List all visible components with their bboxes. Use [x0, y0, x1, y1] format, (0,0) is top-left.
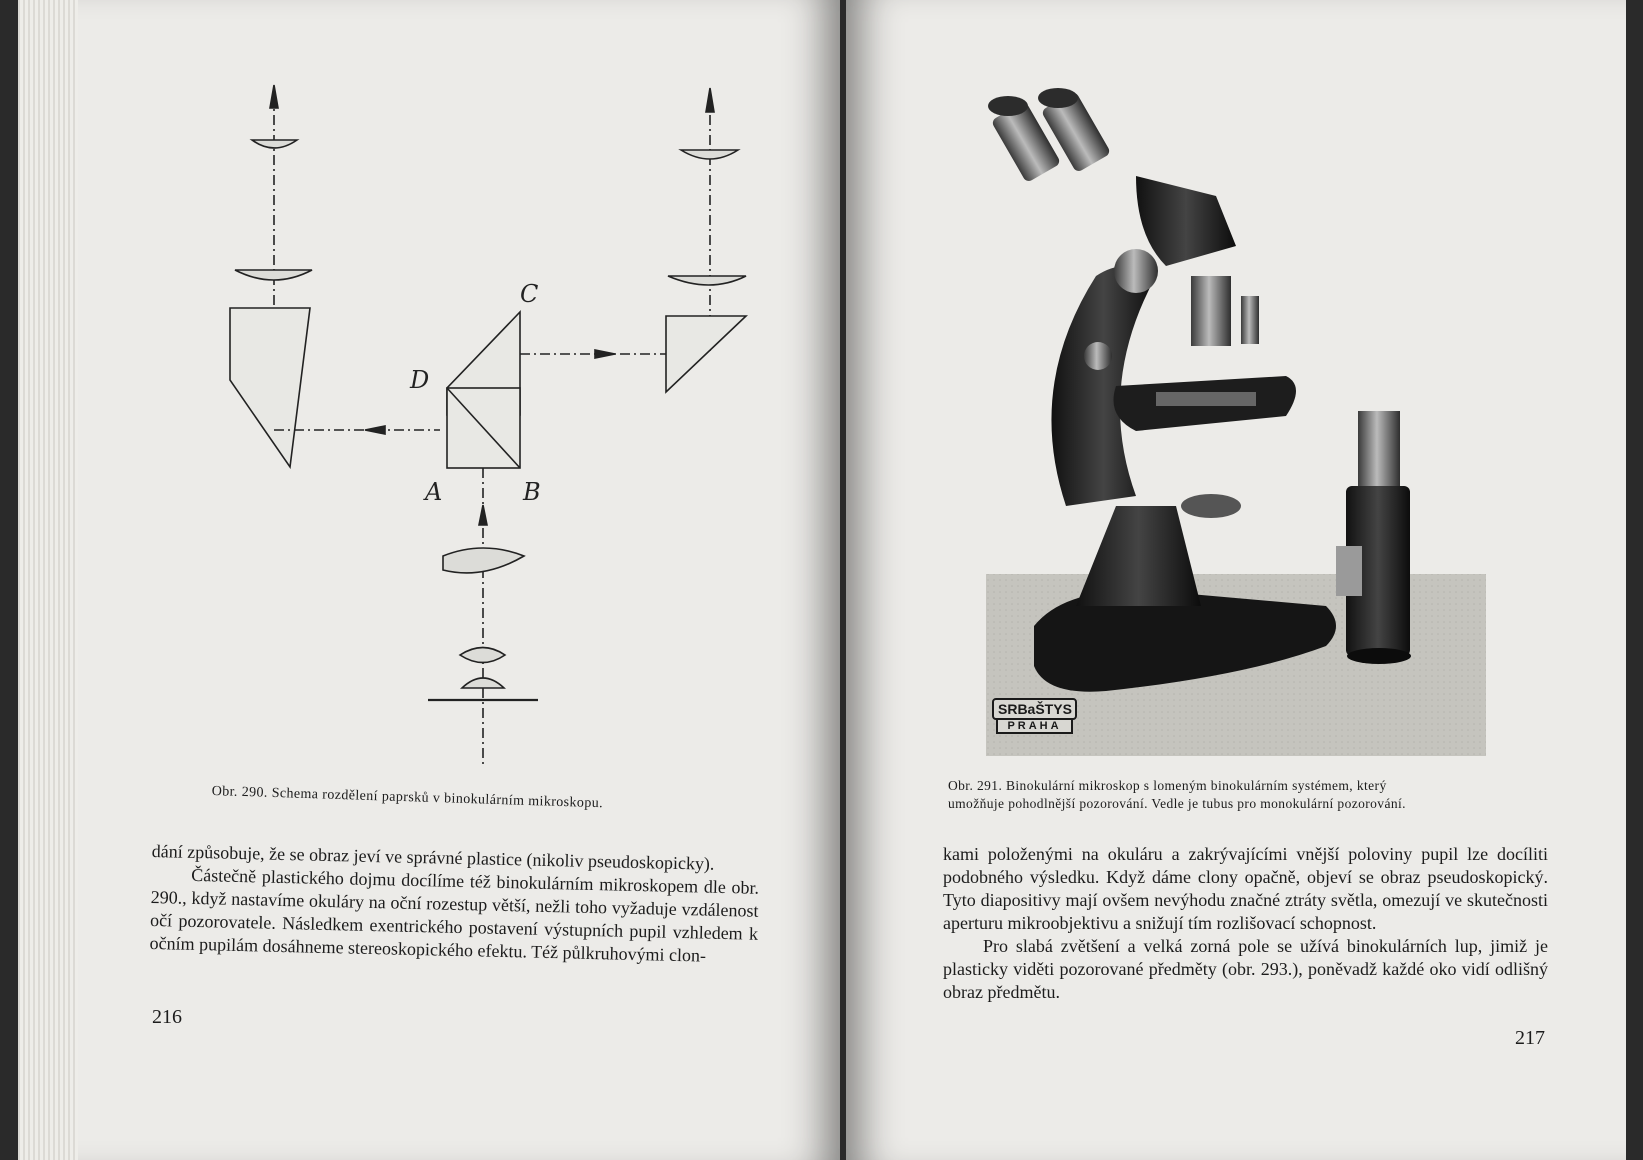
- focus-knob: [1114, 249, 1158, 293]
- left-middle-lens: [235, 270, 312, 280]
- right-arrow-head: [706, 88, 714, 112]
- microscope-photo-fig-291: [986, 86, 1486, 756]
- figure-291-caption: [948, 777, 1548, 813]
- figure-290-caption: Obr. 290. Schema rozdělení paprsků v binokulárním mikroskopu.: [211, 783, 604, 812]
- page-number-right: 217: [1515, 1027, 1545, 1049]
- page-number-left: 216: [152, 1006, 182, 1028]
- logo-line-1: SRBaŠTYS: [992, 698, 1077, 720]
- right-horizontal-arrow: [595, 350, 615, 358]
- lower-large-lens: [443, 548, 524, 573]
- right-paragraph-2: Pro slabá zvětšení a velká zorná pole se užívá binokulárních lup, jimiž je plasticky viděti pozorované předměty (obr. 293.), poněvadž každé oko vidí odlišný obraz předmětu.: [943, 936, 1548, 1002]
- left-paragraph-2: Částečně plastického dojmu docílíme též binokulárním mikroskopem dle obr. 290., když nastavíme okuláry na oční rozestup větší, nežli toho vyžaduje vzdálenost očí pozorovatele. Následkem exentrického postavení výstupních pupil vzhledem k očním pupilám dosáhneme stereoskopického efektu. Též půlkruhovými clon-: [149, 864, 760, 966]
- logo-line-2: PRAHA: [996, 720, 1073, 734]
- label-d: D: [410, 366, 430, 394]
- label-b: B: [523, 478, 541, 506]
- left-arrow-head: [270, 85, 278, 108]
- left-body-text: [149, 840, 759, 969]
- right-upper-lens: [681, 150, 738, 159]
- optical-diagram-fig-290: [0, 0, 840, 780]
- objective-turret: [1191, 276, 1231, 346]
- left-horizontal-arrow: [365, 426, 385, 434]
- label-c: C: [520, 280, 539, 308]
- right-body-text: [943, 843, 1548, 1004]
- bottom-arrow-head: [479, 505, 487, 525]
- srba-stys-logo: [992, 698, 1077, 742]
- left-paragraph-1: dání způsobuje, že se obraz jeví ve správné plastice (nikoliv pseudoskopicky).: [151, 840, 715, 874]
- small-lens-lower: [462, 678, 504, 688]
- right-middle-lens: [668, 276, 746, 285]
- right-prism: [666, 316, 746, 392]
- small-lens-upper: [460, 648, 505, 663]
- left-prism: [230, 308, 310, 467]
- label-a: A: [425, 478, 443, 506]
- caption-291-line-1: Obr. 291. Binokulární mikroskop s lomeným binokulárním systémem, který: [948, 778, 1387, 793]
- right-paragraph-1: kami položenými na okuláru a zakrývajícími vnější poloviny pupil lze docíliti podobného výsledku. Když dáme clony opačně, objeví se obraz pseudoskopický. Tyto diapositivy mají ovšem nevýhodu značné ztráty světla, omezují ve skutečnosti aperturu mikroobjektivu a snižují tím rozlišovací schopnost.: [943, 844, 1548, 933]
- left-upper-lens: [252, 140, 297, 148]
- caption-291-line-2: umožňuje pohodlnější pozorování. Vedle je tubus pro monokulární pozorování.: [948, 796, 1406, 811]
- mirror: [1181, 494, 1241, 518]
- monocular-tube-top: [1358, 411, 1400, 491]
